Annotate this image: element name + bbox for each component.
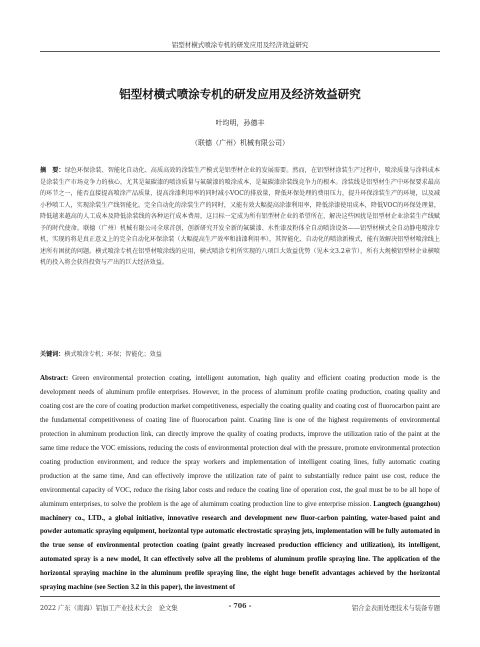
english-abstract-bold-text: Langtech (guangzhou) machinery co., LTD., a global initiative, innovative research and development new fluor-carbon painting, water-based paint and powder automatic spraying equipment, horizontal type automatic electrostatic spraying jets, implementation will be fully automated in the true sense of environmental protection coating (paint greatly increased production efficiency and utilization), its intelligent, automated spray is a new model, It can effectively solve all the problems of aluminum profile spraying line. The application of the horizontal spraying machine in the aluminum profile spraying line, the eight huge benefit advantages achieved by the horizontal spraying machine (see Section 3.2 in this paper), the investment of <box>40 499 440 592</box>
chinese-keywords <box>40 349 440 358</box>
english-abstract-label: Abstract: <box>40 374 69 382</box>
header-rule <box>40 51 440 52</box>
running-header: 铝型材横式喷涂专机的研发应用及经济效益研究 <box>171 41 309 49</box>
chinese-keywords-text: 横式喷涂专机；环保；智能化；效益 <box>64 351 162 358</box>
chinese-abstract-label: 摘 要： <box>40 167 65 174</box>
paper-title: 铝型材横式喷涂专机的研发应用及经济效益研究 <box>119 87 361 101</box>
page-footer <box>40 603 440 613</box>
chinese-abstract <box>40 165 440 269</box>
english-abstract-text: Green environmental protection coating, intelligent automation, high quality and efficient coating production mode is the development needs of aluminum profile enterprises. However, in the process of aluminum profile coating production, coating quality and coating cost are the core of coating production market competitiveness, especially the coating quality and coating cost of fluorocarbon paint are the fundamental competitiveness of coating line of fluorocarbon paint. Coating line is one of the highest requirements of environmental protection in aluminum production link, can directly improve the quality of coating products, improve the utilization ratio of the paint at the same time reduce the VOC emissions, reducing the costs of environmental protection deal with the pressure, promote environmental protection coating production environment, and reduce the spray workers and implementation of intelligent coating lines, fully automatic coating production at the same time, And can effectively improve the utilization rate of paint to substantially reduce paint use cost, reduce the environmental capacity of VOC, reduce the rising labor costs and reduce the coating line of operation cost, the goal must be to be all hope of aluminum enterprises, to solve the problem is the age of aluminum coating production line to give enterprise mission. <box>40 374 440 508</box>
chinese-keywords-label: 关键词： <box>40 351 65 358</box>
footer-topic: 铝合金表面处理技术与装备专题 <box>351 605 440 612</box>
authors: 叶均明，孙德丰 <box>215 119 265 127</box>
chinese-abstract-text: 绿色环保涂装、智能化自动化、高质高效的涂装生产模式是铝型材企业的发展需要。然而，在铝型材涂装生产过程中，喷涂质量与涂料成本是涂装生产市场竞争力的核心，尤其是氟碳漆的喷涂质量与氟碳漆的喷涂成本，是氟碳漆涂装线竞争力的根本。涂装线是铝型材生产中环保要求最高的环节之一，能否直接提高喷涂产品质量，提高涂漆利用率的同时减小VOC的排放量，降低环保处理的费用压力，提升环保涂装生产的环境，以及减小秒喷工人，实现涂装生产线智能化。完全自动化的涂装生产的同时，又能有效大幅提高涂漆利用率，降低涂漆使用成本，降低VOC的环保处理量，降低越来越高的人工成本及降低涂装线的各种运行成本费用，这目标一定成为所有铝型材企业的希望所在，解决这些困扰是铝型材企业涂装生产线赋予的时代使命。联德（广州）机械有限公司全球首创，创新研究开发全新的氟碳漆、水性漆及粉体全自动喷涂设备——铝型材横式全自动静电喷涂专机，实现的将是真正意义上的完全自动化环保涂装（大幅提高生产效率和油漆利用率），其智能化、自动化的喷涂新模式，能有效解决铝型材喷涂线上述所有困扰的问题。横式喷涂专机在铝型材喷涂线的应用，横式喷涂专机所实现的八项巨大效益优势（见本文3.2章节），所有大规模铝型材企业横喷机的投入将会获得投资与产出的巨大经济效益。 <box>40 167 441 267</box>
page-number: - 706 - <box>228 603 252 610</box>
footer-proceedings: 2022 广东（南海）铝加工产业技术大会 论文集 <box>40 605 178 612</box>
english-abstract <box>40 372 440 595</box>
footer-rule <box>40 596 440 597</box>
affiliation: （联德（广州）机械有限公司） <box>191 139 289 147</box>
